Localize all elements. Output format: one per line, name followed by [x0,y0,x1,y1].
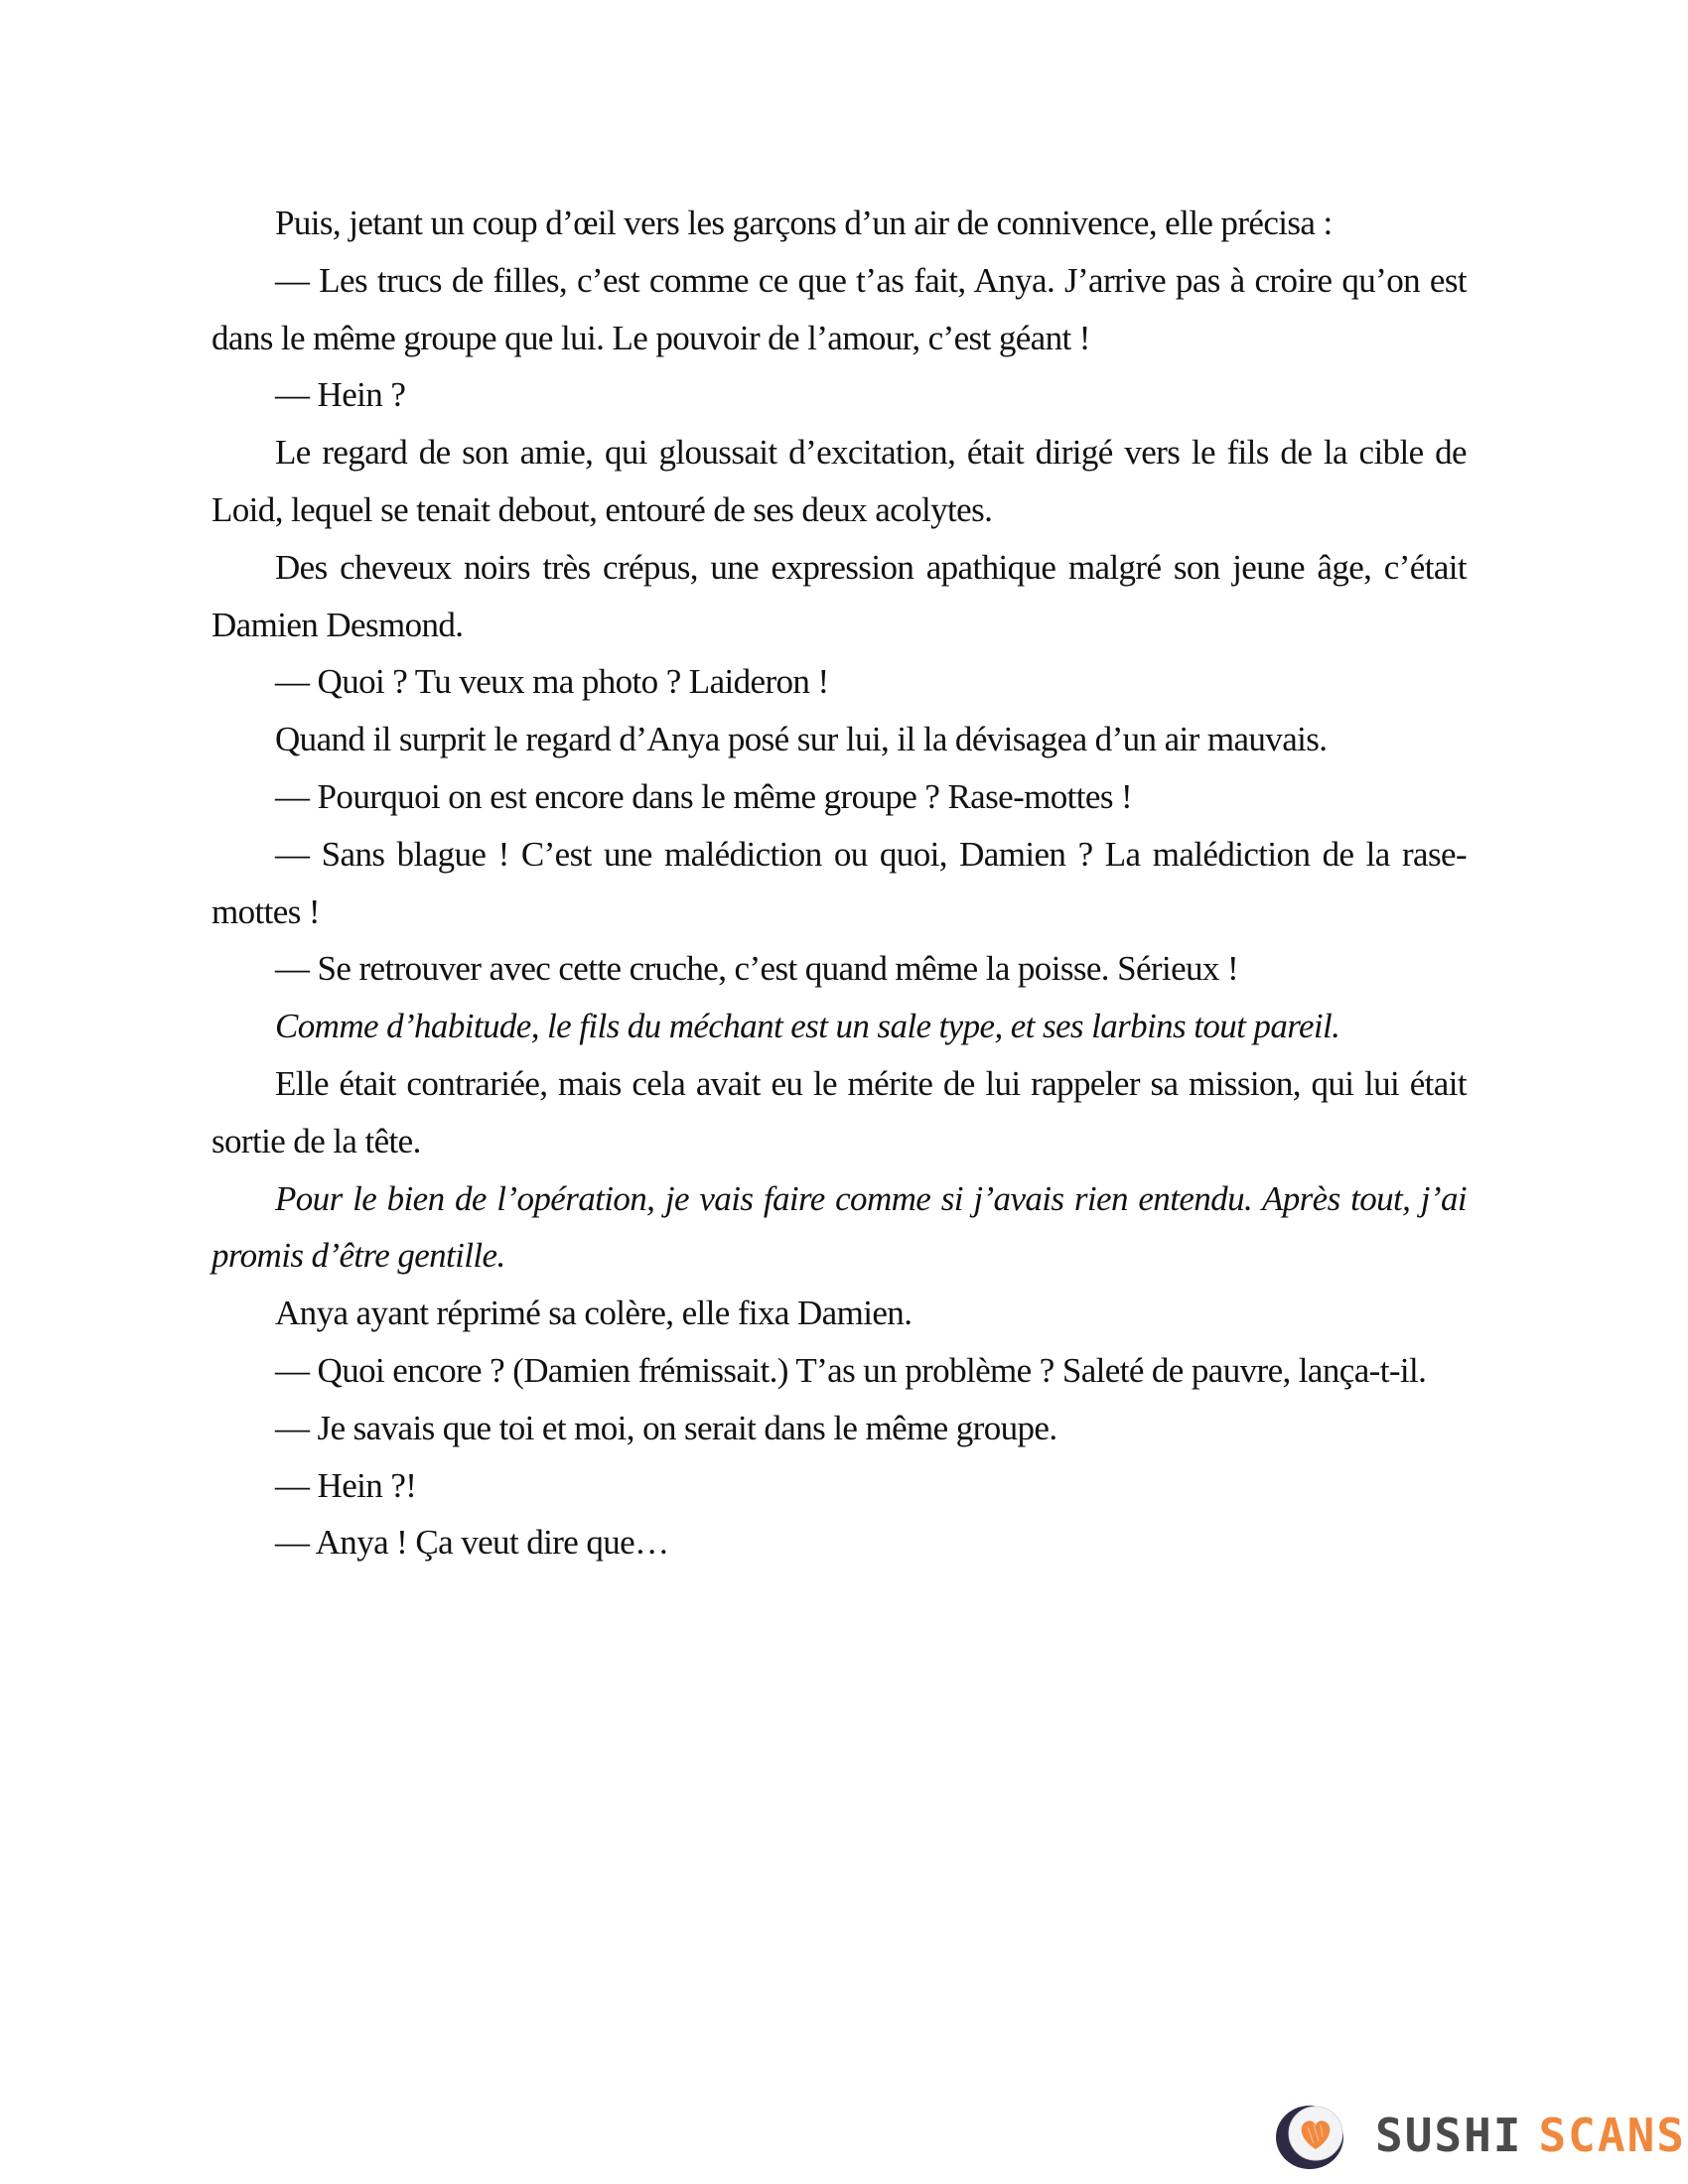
paragraph-15: — Quoi encore ? (Damien frémissait.) T’as un problème ? Saleté de pauvre, lança-t-il. [275,1350,1427,1390]
watermark-text [1375,2109,1686,2162]
paragraph-8: — Pourquoi on est encore dans le même groupe ? Rase-mottes ! [275,776,1133,816]
paragraph-3: — Hein ? [275,375,406,415]
paragraph-6: — Quoi ? Tu veux ma photo ? Laideron ! [275,662,829,702]
paragraph-12: Elle était contrariée, mais cela avait eu le mérite de lui rappeler sa mission, qui lui était sortie de la tête. [211,1063,1467,1160]
paragraph-16: — Je savais que toi et moi, on serait dans le même groupe. [275,1408,1057,1447]
watermark-logo [1274,2100,1686,2171]
book-page-text [211,195,1467,1571]
watermark-word-scans: SCANS [1538,2109,1686,2162]
paragraph-14: Anya ayant réprimé sa colère, elle fixa Damien. [275,1294,913,1333]
paragraph-7: Quand il surprit le regard d’Anya posé sur lui, il la dévisagea d’un air mauvais. [275,720,1328,759]
paragraph-11-thought: Comme d’habitude, le fils du méchant est un sale type, et ses larbins tout pareil. [275,1007,1340,1046]
paragraph-4: Le regard de son amie, qui gloussait d’excitation, était dirigé vers le fils de la cible de Loid, lequel se tenait debout, entouré de ses deux acolytes. [211,433,1467,529]
paragraph-17: — Hein ?! [275,1465,417,1505]
paragraph-9: — Sans blague ! C’est une malédiction ou quoi, Damien ? La malédiction de la rase-mottes ! [211,834,1467,931]
watermark-word-sushi: SUSHI [1375,2109,1523,2162]
paragraph-18: — Anya ! Ça veut dire que… [275,1523,669,1563]
paragraph-10: — Se retrouver avec cette cruche, c’est quand même la poisse. Sérieux ! [275,949,1239,989]
paragraph-2: — Les trucs de filles, c’est comme ce que t’as fait, Anya. J’arrive pas à croire qu’on est dans le même groupe que lui. Le pouvoir de l’amour, c’est géant ! [211,260,1467,357]
paragraph-1: Puis, jetant un coup d’œil vers les garçons d’un air de connivence, elle précisa : [275,204,1333,242]
sushi-roll-heart-icon [1274,2100,1349,2171]
paragraph-13-thought: Pour le bien de l’opération, je vais faire comme si j’avais rien entendu. Après tout, j’ai promis d’être gentille. [211,1178,1467,1276]
paragraph-5: Des cheveux noirs très crépus, une expression apathique malgré son jeune âge, c’était Damien Desmond. [211,547,1467,644]
